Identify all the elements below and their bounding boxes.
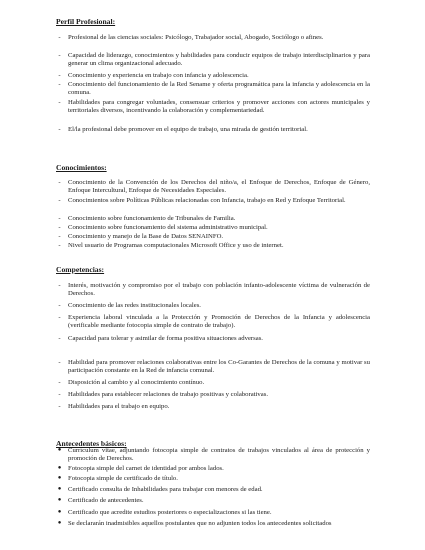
- bullet-marker: ●: [57, 509, 62, 515]
- bullet-marker: ●: [57, 486, 62, 492]
- list-item: ● Certificado de antecedentes.: [57, 497, 144, 504]
- dash-marker: -: [58, 403, 61, 410]
- list-item: - Habilidad para promover relaciones colaborativas entre los Co-Garantes de Derechos de la comuna y motivar su participación constante en la Red de infancia comunal.: [64, 359, 370, 375]
- list-item: - Nivel usuario de Programas computacionales Microsoft Office y uso de internet.: [64, 242, 370, 250]
- bullet-marker: ●: [57, 520, 62, 526]
- dash-marker: -: [58, 179, 61, 186]
- dash-marker: -: [58, 391, 61, 398]
- list-item: ● Se declararán inadmisibles aquellos postulantes que no adjunten todos los antecedentes solicitados: [57, 520, 332, 527]
- bullet-marker: ●: [57, 497, 62, 503]
- list-item: - Conocimiento y experiencia en trabajo con infancia y adolescencia.: [64, 72, 370, 80]
- dash-marker: -: [58, 99, 61, 106]
- dash-marker: -: [58, 215, 61, 222]
- list-item: - Habilidades para el trabajo en equipo.: [64, 403, 370, 411]
- list-item: - Conocimiento y manejo de la Base de Datos SENAINFO.: [64, 233, 370, 241]
- list-item: ● Currículum vitae, adjuntando fotocopia simple de contratos de trabajos vinculados al área de protección y promoción de Derechos.: [57, 447, 370, 462]
- list-item: ● Certificado que acredite estudios posteriores o especializaciones si las tiene.: [57, 509, 272, 516]
- list-item: - Habilidades para establecer relaciones de trabajo positivas y colaborativas.: [64, 391, 370, 399]
- list-item: - Habilidades para congregar voluntades, consensuar criterios y promover acciones con actores municipales y territoriales diversos, incentivando la colaboración y complementariedad.: [64, 99, 370, 115]
- list-item: ● Fotocopia simple de certificado de título.: [57, 475, 178, 482]
- dash-marker: -: [58, 379, 61, 386]
- bullet-marker: ●: [57, 475, 62, 481]
- list-item: - Conocimiento de las redes institucionales locales.: [64, 302, 370, 310]
- section-heading-perfil: Perfil Profesional:: [56, 17, 116, 26]
- list-item: - Experiencia laboral vinculada a la Protección y Promoción de Derechos de la Infancia y adolescencia (verificable mediante fotocopia simple de contrato de trabajo).: [64, 314, 370, 330]
- dash-marker: -: [58, 224, 61, 231]
- dash-marker: -: [58, 72, 61, 79]
- section-heading-conocimientos: Conocimientos:: [56, 163, 107, 172]
- list-item: - El/la profesional debe promover en el equipo de trabajo, una mirada de gestión territorial.: [64, 126, 370, 134]
- dash-marker: -: [58, 34, 61, 41]
- list-item: - Capacidad para tolerar y asimilar de forma positiva situaciones adversas.: [64, 335, 370, 343]
- dash-marker: -: [58, 282, 61, 289]
- dash-marker: -: [58, 314, 61, 321]
- dash-marker: -: [58, 242, 61, 249]
- list-item: - Profesional de las ciencias sociales: Psicólogo, Trabajador social, Abogado, Sociólogo o afines.: [64, 34, 370, 42]
- list-item: ● Fotocopia simple del carnet de identidad por ambos lados.: [57, 465, 224, 472]
- dash-marker: -: [58, 359, 61, 366]
- dash-marker: -: [58, 233, 61, 240]
- list-item: - Conocimiento sobre funcionamiento del sistema administrativo municipal.: [64, 224, 370, 232]
- dash-marker: -: [58, 52, 61, 59]
- list-item: - Disposición al cambio y al conocimiento contínuo.: [64, 379, 370, 387]
- list-item: - Conocimientos sobre Políticas Públicas relacionadas con Infancia, trabajo en Red y Enfoque Territorial.: [64, 197, 370, 205]
- dash-marker: -: [58, 335, 61, 342]
- bullet-marker: ●: [57, 465, 62, 471]
- list-item: - Capacidad de liderazgo, conocimientos y habilidades para conducir equipos de trabajo interdisciplinarios y para generar un clima organizacional adecuado.: [64, 52, 370, 68]
- list-item: - Conocimiento sobre funcionamiento de Tribunales de Familia.: [64, 215, 370, 223]
- section-heading-competencias: Competencias:: [56, 265, 105, 274]
- list-item: - Conocimiento de la Convención de los Derechos del niño/a, el Enfoque de Derechos, Enfoque de Género, Enfoque Intercultural, Enfoque de Necesidades Especiales.: [64, 179, 370, 195]
- dash-marker: -: [58, 302, 61, 309]
- dash-marker: -: [58, 197, 61, 204]
- list-item: - Conocimiento del funcionamiento de la Red Sename y oferta programática para la infancia y adolescencia en la comuna.: [64, 81, 370, 97]
- list-item: - Interés, motivación y compromiso por el trabajo con población infanto-adolescente víctima de vulneración de Derechos.: [64, 282, 370, 298]
- dash-marker: -: [58, 81, 61, 88]
- list-item: ● Certificado consulta de Inhabilidades para trabajar con menores de edad.: [57, 486, 263, 493]
- section-heading-antecedentes: Antecedentes básicos:: [56, 439, 127, 448]
- bullet-marker: ●: [57, 447, 62, 453]
- dash-marker: -: [58, 126, 61, 133]
